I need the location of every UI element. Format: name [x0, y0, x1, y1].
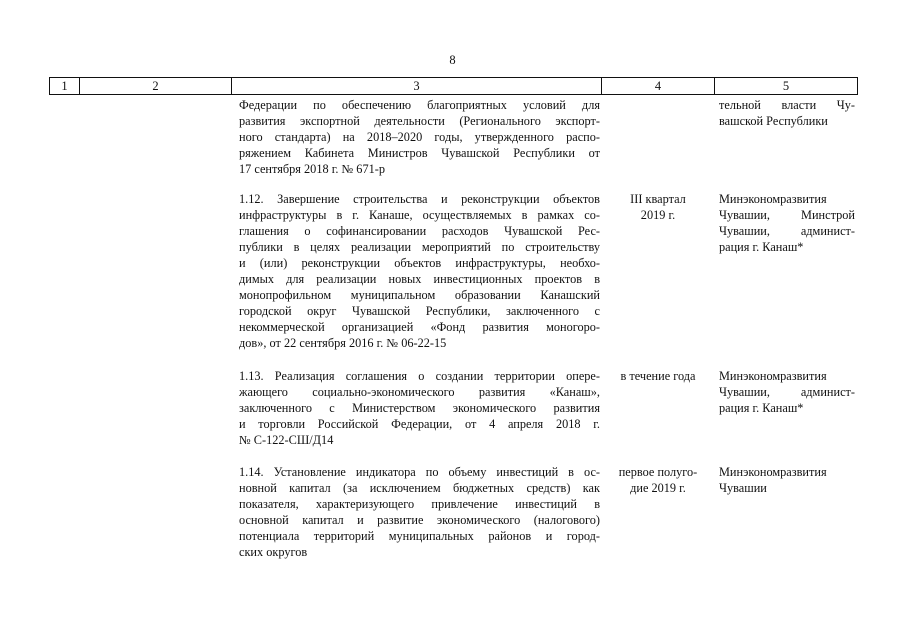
text-line: рация г. Канаш* — [719, 240, 804, 254]
row-term — [604, 464, 712, 496]
row-term — [604, 191, 712, 223]
text-line: жающего социально-экономического развития «Канаш», — [239, 385, 600, 399]
text-line: и торговли Российской Федерации, от 4 апреля 2018 г. — [239, 417, 600, 431]
text-line: глашения о софинансировании расходов Чувашской Рес- — [239, 224, 600, 238]
text-line: развития экспортной деятельности (Регионального экспорт- — [239, 114, 600, 128]
text-line: 2019 г. — [640, 208, 676, 222]
text-line: 1.12. Завершение строительства и реконструкции объектов — [239, 192, 600, 206]
row-measure — [239, 97, 600, 177]
text-line: Чувашии, Минстрой — [719, 208, 855, 222]
header-col-3: 3 — [231, 78, 601, 94]
header-col-2: 2 — [79, 78, 231, 94]
text-line: публики в целях реализации мероприятий по строительству — [239, 240, 600, 254]
text-line: 17 сентября 2018 г. № 671-р — [239, 162, 385, 176]
text-line: первое полуго- — [618, 465, 698, 479]
page-number: 8 — [449, 53, 456, 67]
text-line: и (или) реконструкции объектов инфраструктуры, необхо- — [239, 256, 600, 270]
text-line: ских округов — [239, 545, 308, 559]
row-measure — [239, 464, 600, 560]
text-line: Чувашии, админист- — [719, 385, 855, 399]
text-line: показателя, характеризующего привлечение инвестиций в — [239, 497, 600, 511]
header-col-1: 1 — [49, 78, 79, 94]
text-line: основной капитал и развитие экономического (налогового) — [239, 513, 600, 527]
text-line: заключенного с Министерством экономического развития — [239, 401, 600, 415]
text-line: инфраструктуры в г. Канаше, осуществляемых в рамках со- — [239, 208, 600, 222]
row-measure — [239, 191, 600, 351]
text-line: тельной власти Чу- — [719, 98, 855, 112]
text-line: ряжением Кабинета Министров Чувашской Республики от — [239, 146, 600, 160]
text-line: городской округ Чувашской Республики, заключенного с — [239, 304, 600, 318]
row-responsible — [719, 368, 855, 416]
text-line: 1.13. Реализация соглашения о создании территории опере- — [239, 369, 600, 383]
header-col-4: 4 — [601, 78, 714, 94]
text-line: Минэкономразвития — [719, 465, 827, 479]
table-header — [49, 77, 858, 95]
text-line: димых для реализации новых инвестиционных проектов в — [239, 272, 600, 286]
text-line: потенциала территорий муниципальных районов и город- — [239, 529, 600, 543]
header-col-5: 5 — [714, 78, 858, 94]
row-responsible — [719, 464, 855, 496]
text-line: III квартал — [630, 192, 686, 206]
row-responsible — [719, 97, 855, 129]
text-line: вашской Республики — [719, 114, 828, 128]
text-line: ного стандарта) на 2018–2020 годы, утвержденного распо- — [239, 130, 600, 144]
text-line: Чувашии, админист- — [719, 224, 855, 238]
row-measure — [239, 368, 600, 448]
text-line: № С-122-СШ/Д14 — [239, 433, 334, 447]
text-line: новной капитал (за исключением бюджетных средств) как — [239, 481, 600, 495]
text-line: Минэкономразвития — [719, 369, 827, 383]
text-line: в течение года — [620, 369, 696, 383]
row-term — [604, 368, 712, 384]
text-line: монопрофильном муниципальном образовании Канашский — [239, 288, 600, 302]
text-line: Минэкономразвития — [719, 192, 827, 206]
text-line: Чувашии — [719, 481, 767, 495]
text-line: 1.14. Установление индикатора по объему инвестиций в ос- — [239, 465, 600, 479]
text-line: Федерации по обеспечению благоприятных условий для — [239, 98, 600, 112]
text-line: дов», от 22 сентября 2016 г. № 06-22-15 — [239, 336, 447, 350]
row-responsible — [719, 191, 855, 255]
text-line: рация г. Канаш* — [719, 401, 804, 415]
text-line: некоммерческой организацией «Фонд развития моногоро- — [239, 320, 600, 334]
text-line: дие 2019 г. — [630, 481, 686, 495]
